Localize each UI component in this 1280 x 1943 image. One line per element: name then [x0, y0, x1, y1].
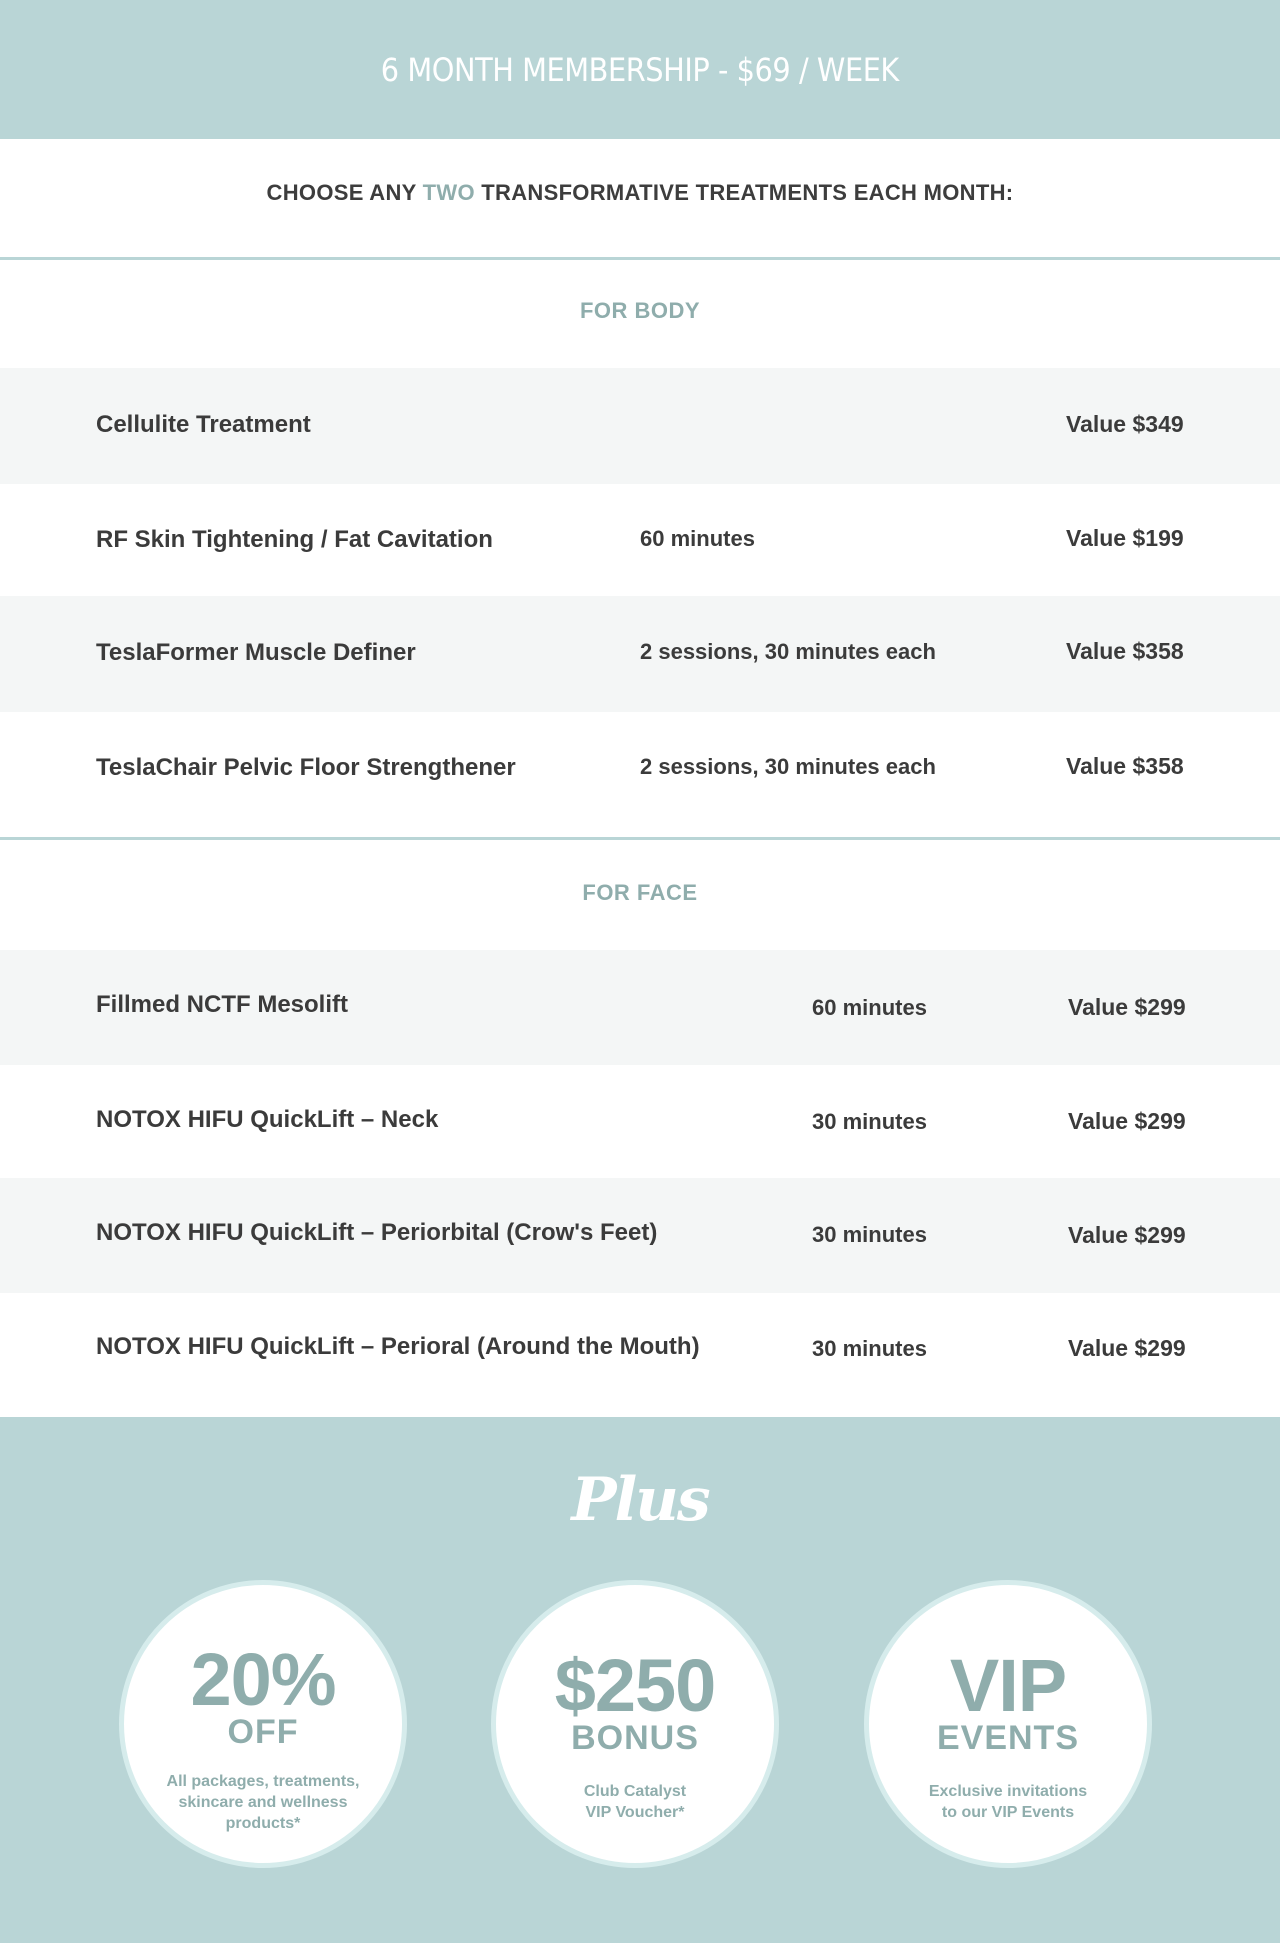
treatment-duration: 30 minutes: [812, 1222, 927, 1247]
treatment-row[interactable]: [0, 368, 1280, 484]
membership-header: [0, 0, 1280, 139]
treatment-duration: 2 sessions, 30 minutes each: [640, 639, 936, 664]
perk-discount-badge: [119, 1580, 407, 1868]
treatment-duration: 60 minutes: [640, 526, 755, 551]
treatment-row[interactable]: [0, 596, 1280, 712]
section-label-body: FOR BODY: [579, 298, 701, 323]
treatment-name: NOTOX HIFU QuickLift – Periorbital (Crow's Feet): [96, 1219, 658, 1246]
instructions-text-after: TRANSFORMATIVE TREATMENTS EACH MONTH:: [474, 180, 1014, 205]
treatment-value: Value $358: [1066, 753, 1184, 779]
plus-section: [0, 1417, 1280, 1943]
treatment-name: TeslaChair Pelvic Floor Strengthener: [96, 754, 516, 781]
treatment-name: TeslaFormer Muscle Definer: [96, 639, 416, 666]
treatment-row[interactable]: [0, 1293, 1280, 1417]
treatment-row[interactable]: [0, 484, 1280, 596]
perk-description: All packages, treatments, skincare and wellness products*: [166, 1773, 360, 1832]
treatment-name: RF Skin Tightening / Fat Cavitation: [96, 526, 493, 553]
instructions-heading: [0, 180, 1280, 206]
treatment-row[interactable]: [0, 1065, 1280, 1178]
divider: [0, 257, 1280, 260]
treatment-value: Value $199: [1066, 525, 1184, 551]
section-label-face: FOR FACE: [582, 880, 698, 905]
perk-description: Exclusive invitations to our VIP Events: [928, 1783, 1088, 1821]
divider: [0, 837, 1280, 840]
treatment-name: Cellulite Treatment: [96, 411, 311, 438]
perk-mid-text: EVENTS: [936, 1719, 1080, 1757]
treatment-row[interactable]: [0, 712, 1280, 838]
treatment-name: NOTOX HIFU QuickLift – Neck: [96, 1106, 439, 1133]
perk-mid-text: OFF: [227, 1713, 299, 1751]
instructions-accent: TWO: [422, 180, 475, 205]
treatment-row[interactable]: [0, 950, 1280, 1065]
treatment-value: Value $299: [1068, 994, 1186, 1020]
treatment-duration: 30 minutes: [812, 1109, 927, 1134]
perk-big-text: VIP: [949, 1644, 1067, 1727]
treatment-value: Value $358: [1066, 638, 1184, 664]
instructions-text-before: CHOOSE ANY: [266, 180, 423, 205]
perk-description: Club Catalyst VIP Voucher*: [583, 1783, 687, 1821]
membership-title: 6 MONTH MEMBERSHIP - $69 / WEEK: [380, 50, 900, 89]
perk-big-text: $250: [554, 1644, 716, 1727]
treatment-duration: 60 minutes: [812, 995, 927, 1020]
perk-bonus-badge: [491, 1580, 779, 1868]
perk-big-text: 20%: [190, 1638, 336, 1721]
treatment-name: Fillmed NCTF Mesolift: [96, 991, 348, 1018]
treatment-row[interactable]: [0, 1178, 1280, 1293]
treatment-name: NOTOX HIFU QuickLift – Perioral (Around the Mouth): [96, 1333, 700, 1360]
treatment-value: Value $299: [1068, 1335, 1186, 1361]
perk-mid-text: BONUS: [571, 1719, 699, 1757]
treatment-duration: 2 sessions, 30 minutes each: [640, 754, 936, 779]
plus-heading: Plus: [571, 1465, 709, 1535]
treatment-duration: 30 minutes: [812, 1336, 927, 1361]
treatment-value: Value $299: [1068, 1222, 1186, 1248]
treatment-value: Value $349: [1066, 411, 1184, 437]
perk-events-badge: [864, 1580, 1152, 1868]
treatment-value: Value $299: [1068, 1108, 1186, 1134]
